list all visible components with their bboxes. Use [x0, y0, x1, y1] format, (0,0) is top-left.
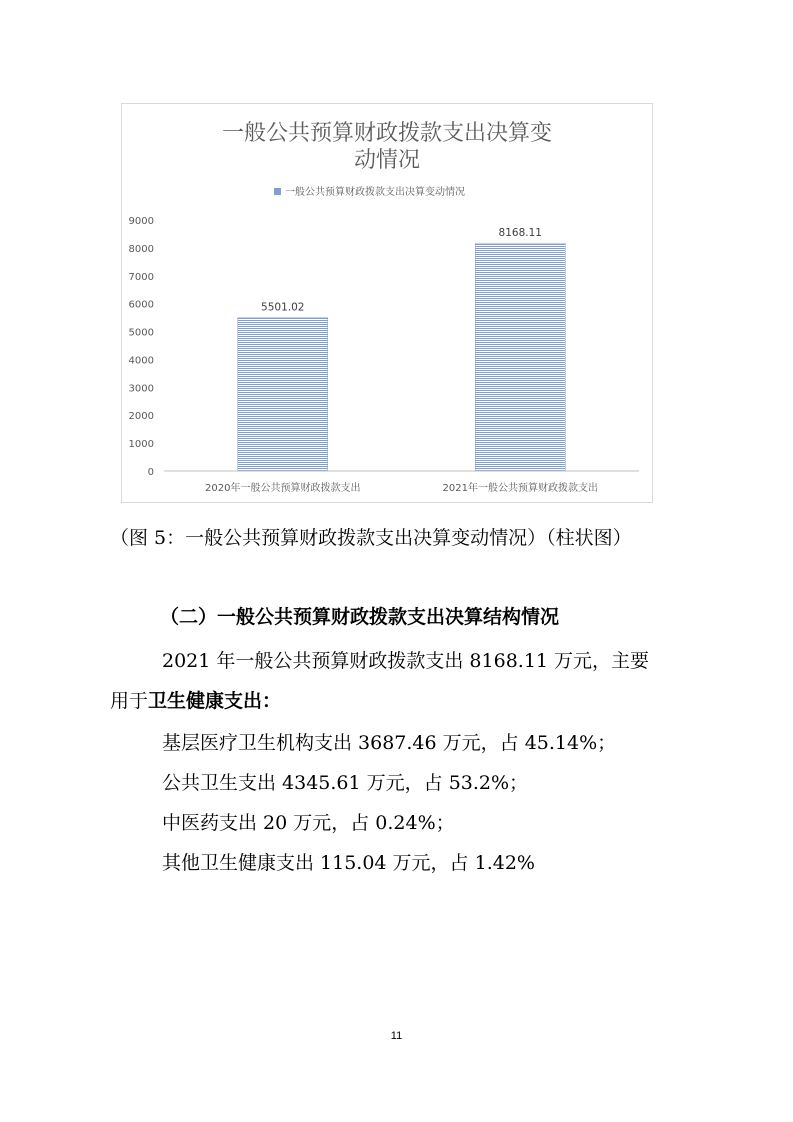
y-tick-label: 1000 [128, 439, 154, 451]
y-tick-label: 3000 [128, 383, 154, 395]
page-number: 11 [390, 1030, 403, 1042]
x-tick-label: 2021年一般公共预算财政拨款支出 [442, 483, 598, 494]
data-label: 8168.11 [498, 227, 542, 240]
y-tick-label: 9000 [128, 216, 154, 227]
figure-caption: （图 5：一般公共预算财政拨款支出决算变动情况）（柱状图） [110, 527, 632, 549]
chart-title-line2: 动情况 [353, 148, 421, 173]
legend-swatch [274, 188, 281, 195]
section-heading: （二）一般公共预算财政拨款支出决算结构情况 [160, 606, 560, 628]
bar-chart [121, 103, 653, 503]
list-item: 其他卫生健康支出 115.04 万元，占 1.42% [162, 852, 535, 874]
intro-line-1: 2021 年一般公共预算财政拨款支出 8168.11 万元，主要 [162, 650, 650, 672]
bars [238, 227, 566, 471]
chart-canvas [122, 104, 652, 502]
intro-line-2-bold: 卫生健康支出： [148, 690, 282, 712]
data-label: 5501.02 [261, 301, 305, 314]
intro-line-2-prefix: 用于 [110, 690, 149, 712]
y-tick-label: 5000 [128, 327, 154, 339]
x-tick-label: 2020年一般公共预算财政拨款支出 [205, 483, 361, 494]
y-axis [129, 216, 154, 478]
legend-label: 一般公共预算财政拨款支出决算变动情况 [285, 187, 465, 198]
list-item: 中医药支出 20 万元，占 0.24%； [162, 812, 455, 834]
y-tick-label: 2000 [128, 411, 154, 423]
list-item: 公共卫生支出 4345.61 万元，占 53.2%； [162, 772, 529, 794]
x-axis [164, 471, 639, 494]
chart-title-line1: 一般公共预算财政拨款支出决算变 [221, 121, 553, 146]
y-tick-label: 4000 [128, 355, 154, 367]
y-tick-label: 7000 [128, 271, 154, 283]
y-tick-label: 6000 [128, 299, 154, 311]
list-item: 基层医疗卫生机构支出 3687.46 万元，占 45.14%； [162, 732, 617, 754]
y-tick-label: 8000 [128, 243, 154, 255]
y-tick-label: 0 [147, 467, 154, 478]
intro-line-2 [110, 686, 281, 713]
bar [475, 243, 565, 471]
bar [238, 318, 328, 471]
